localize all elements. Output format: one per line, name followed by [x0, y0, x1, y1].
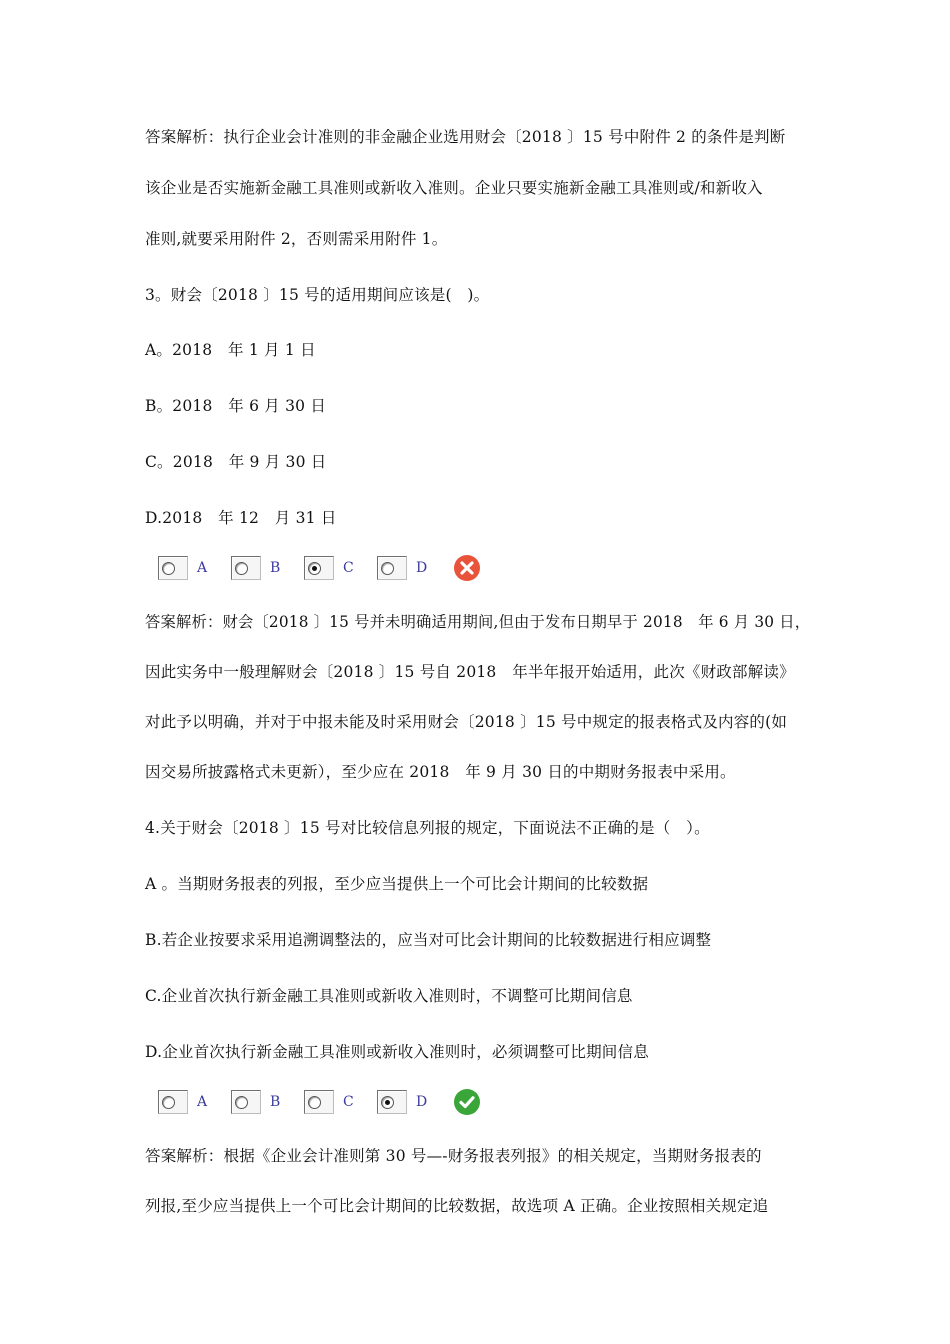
q4-option-a: A 。当期财务报表的列报，至少应当提供上一个可比会计期间的比较数据 — [145, 875, 649, 893]
choice-label: C — [343, 1094, 354, 1110]
choice-label: B — [270, 560, 281, 576]
q3-choice-d[interactable] — [377, 556, 428, 580]
radio-button[interactable] — [162, 562, 175, 575]
q3-answer-row — [158, 553, 480, 583]
q4-choice-c[interactable] — [304, 1090, 355, 1114]
check-icon — [454, 1089, 480, 1115]
choice-label: D — [416, 560, 428, 576]
choice-label: A — [197, 560, 208, 576]
q2-explanation-line-2: 该企业是否实施新金融工具准则或新收入准则。企业只要实施新金融工具准则或/和新收入 — [145, 179, 763, 197]
q4-answer-row — [158, 1087, 480, 1117]
q3-explanation-line-4: 因交易所披露格式未更新），至少应在 2018 年 9 月 30 日的中期财务报表中采用。 — [145, 763, 736, 781]
q3-choice-a[interactable] — [158, 556, 209, 580]
q3-option-a: A。2018 年 1 月 1 日 — [145, 341, 316, 359]
radio-button[interactable] — [308, 1096, 321, 1109]
radio-button[interactable] — [381, 562, 394, 575]
q4-choice-b[interactable] — [231, 1090, 282, 1114]
q4-option-b: B.若企业按要求采用追溯调整法的，应当对可比会计期间的比较数据进行相应调整 — [145, 931, 712, 949]
choice-label: B — [270, 1094, 281, 1110]
q3-explanation-line-2: 因此实务中一般理解财会〔2018 〕15 号自 2018 年半年报开始适用，此次《财政部解读》 — [145, 663, 795, 681]
radio-button[interactable] — [235, 562, 248, 575]
q4-explanation-line-2: 列报,至少应当提供上一个可比会计期间的比较数据，故选项 A 正确。企业按照相关规定追 — [145, 1197, 769, 1215]
radio-box[interactable] — [304, 1090, 334, 1114]
choice-label: A — [197, 1094, 208, 1110]
choice-label: C — [343, 560, 354, 576]
q4-choice-d[interactable] — [377, 1090, 428, 1114]
q4-choice-a[interactable] — [158, 1090, 209, 1114]
radio-box[interactable] — [377, 1090, 407, 1114]
q3-option-b: B。2018 年 6 月 30 日 — [145, 397, 327, 415]
radio-box[interactable] — [158, 556, 188, 580]
q4-option-c: C.企业首次执行新金融工具准则或新收入准则时，不调整可比期间信息 — [145, 987, 633, 1005]
radio-button-selected[interactable] — [308, 562, 321, 575]
radio-box[interactable] — [377, 556, 407, 580]
cross-icon — [454, 555, 480, 581]
choice-label: D — [416, 1094, 428, 1110]
radio-button[interactable] — [235, 1096, 248, 1109]
q3-explanation-line-3: 对此予以明确，并对于中报未能及时采用财会〔2018 〕15 号中规定的报表格式及内容的(如 — [145, 713, 788, 731]
q2-explanation-line-3: 准则,就要采用附件 2，否则需采用附件 1。 — [145, 230, 448, 248]
radio-box[interactable] — [158, 1090, 188, 1114]
q4-explanation-line-1: 答案解析：根据《企业会计准则第 30 号—-财务报表列报》的相关规定，当期财务报表的 — [145, 1147, 762, 1165]
q2-explanation-line-1: 答案解析：执行企业会计准则的非金融企业选用财会〔2018 〕15 号中附件 2 的条件是判断 — [145, 128, 786, 146]
radio-button[interactable] — [162, 1096, 175, 1109]
q4-question: 4.关于财会〔2018 〕15 号对比较信息列报的规定，下面说法不正确的是（ ）。 — [145, 819, 710, 837]
q4-option-d: D.企业首次执行新金融工具准则或新收入准则时，必须调整可比期间信息 — [145, 1043, 649, 1061]
radio-button-selected[interactable] — [381, 1096, 394, 1109]
q3-question: 3。财会〔2018 〕15 号的适用期间应该是( )。 — [145, 286, 490, 304]
radio-box[interactable] — [304, 556, 334, 580]
q3-option-c: C。2018 年 9 月 30 日 — [145, 453, 327, 471]
q3-option-d: D.2018 年 12 月 31 日 — [145, 509, 337, 527]
q3-explanation-line-1: 答案解析：财会〔2018 〕15 号并未明确适用期间,但由于发布日期早于 2018 年 6 月 30 日， — [145, 613, 811, 631]
radio-box[interactable] — [231, 556, 261, 580]
q3-choice-b[interactable] — [231, 556, 282, 580]
q3-choice-c[interactable] — [304, 556, 355, 580]
radio-box[interactable] — [231, 1090, 261, 1114]
